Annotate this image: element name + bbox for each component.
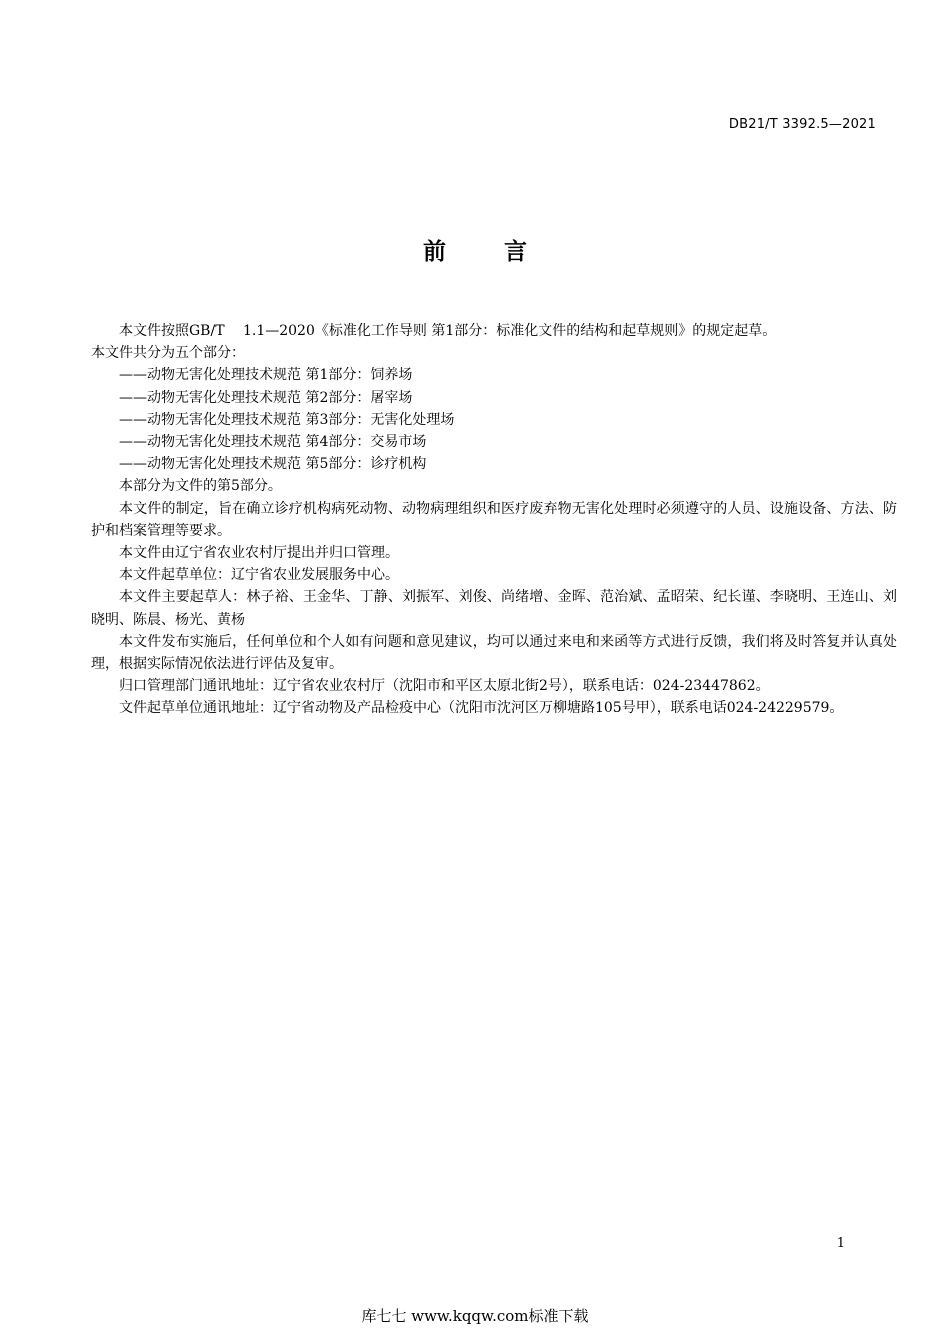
page-number: 1 — [836, 1236, 845, 1251]
page-title: 前言 — [423, 239, 585, 265]
paragraph-drafting-basis: 本文件按照GB/T 1.1—2020《标准化工作导则 第1部分：标准化文件的结构和起草规则》的规定起草。 — [119, 323, 777, 339]
list-item-part-2: ——动物无害化处理技术规范 第2部分：屠宰场 — [119, 389, 413, 406]
foreword-body — [91, 320, 897, 720]
paragraph-purpose: 本文件的制定，旨在确立诊疗机构病死动物、动物病理组织和医疗废弃物无害化处理时必须遵守的人员、设施设备、方法、防护和档案管理等要求。 — [91, 500, 897, 539]
paragraph-parts-intro: 本文件共分为五个部分： — [91, 345, 245, 362]
paragraph-admin-address: 归口管理部门通讯地址：辽宁省农业农村厅（沈阳市和平区太原北街2号），联系电话：024-23447862。 — [119, 678, 770, 695]
list-item-part-4: ——动物无害化处理技术规范 第4部分：交易市场 — [119, 434, 427, 451]
paragraph-drafter-address: 文件起草单位通讯地址：辽宁省动物及产品检疫中心（沈阳市沈河区万柳塘路105号甲），联系电话024-24229579。 — [119, 700, 844, 717]
list-item-part-5: ——动物无害化处理技术规范 第5部分：诊疗机构 — [119, 456, 427, 473]
paragraph-feedback: 本文件发布实施后，任何单位和个人如有问题和意见建议，均可以通过来电和来函等方式进行反馈，我们将及时答复并认真处理，根据实际情况依法进行评估及复审。 — [91, 633, 897, 673]
paragraph-drafters: 本文件主要起草人：林子裕、王金华、丁静、刘振军、刘俊、尚绪增、金晖、范治斌、孟昭荣、纪长谨、李晓明、王连山、刘晓明、陈晨、杨光、黄杨 — [91, 589, 897, 628]
paragraph-proposer: 本文件由辽宁省农业农村厅提出并归口管理。 — [119, 545, 399, 562]
document-code: DB21/T 3392.5—2021 — [728, 117, 876, 132]
list-item-part-1: ——动物无害化处理技术规范 第1部分：饲养场 — [119, 367, 413, 384]
list-item-part-3: ——动物无害化处理技术规范 第3部分：无害化处理场 — [119, 411, 455, 428]
paragraph-drafting-unit: 本文件起草单位：辽宁省农业发展服务中心。 — [119, 567, 399, 584]
footer-watermark: 库七七 www.kqqw.com标准下载 — [361, 1307, 589, 1325]
paragraph-this-part: 本部分为文件的第5部分。 — [119, 478, 282, 495]
